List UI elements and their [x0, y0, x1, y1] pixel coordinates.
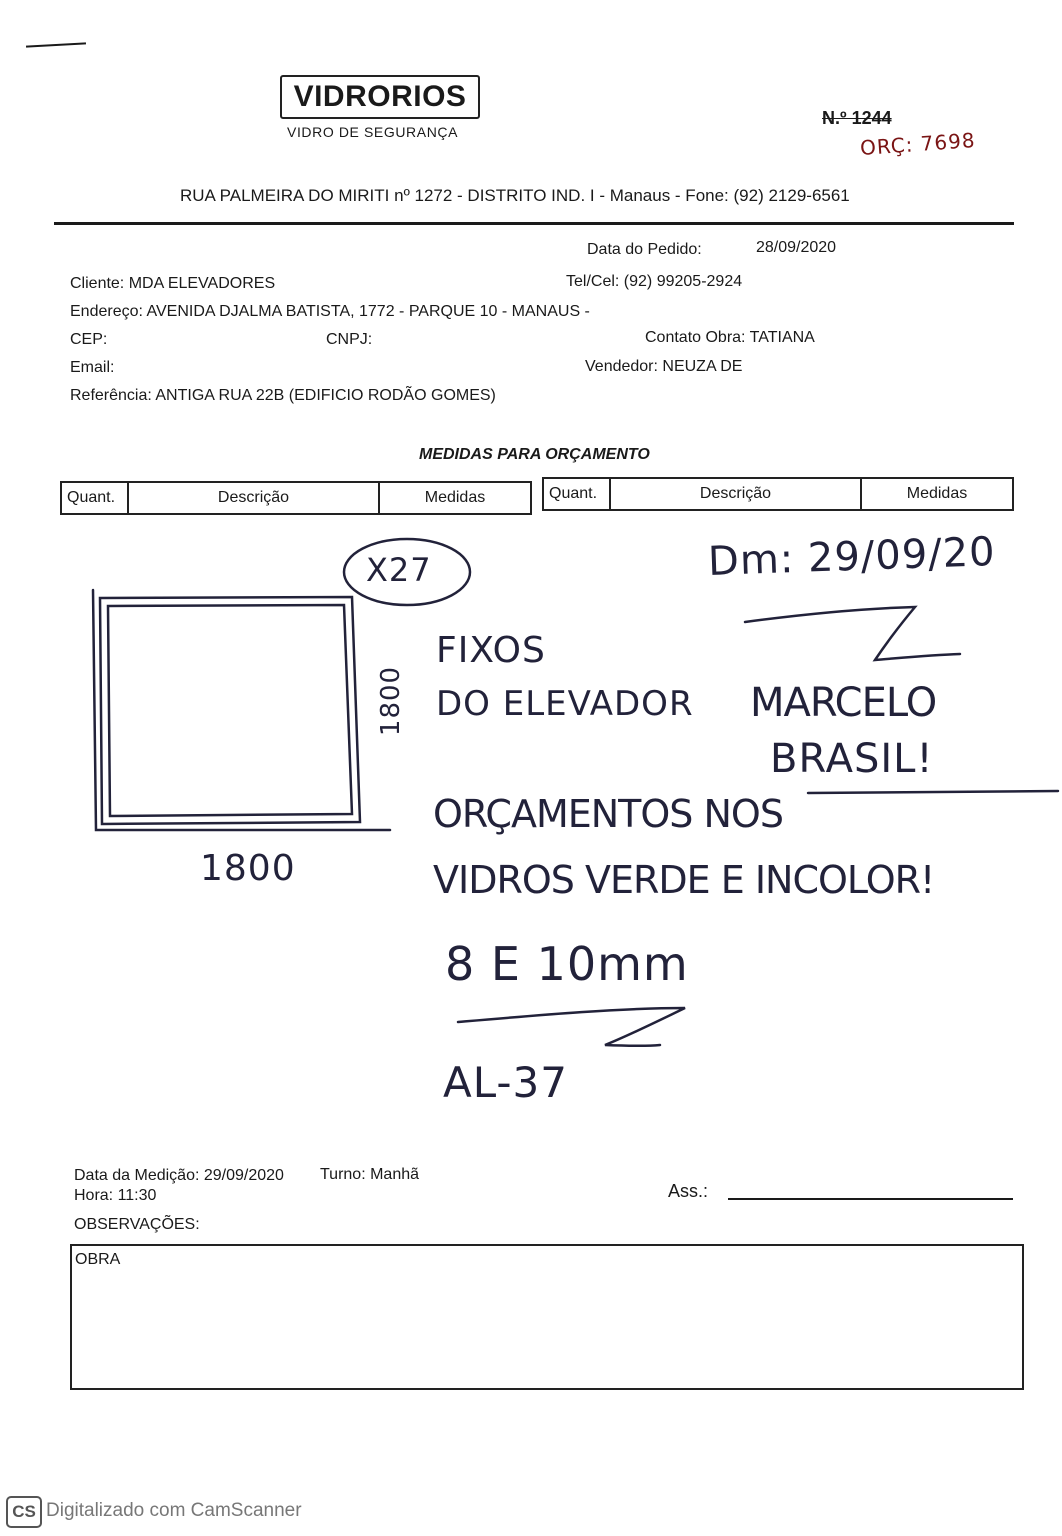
hw-height: 1800	[376, 665, 407, 737]
measurement-shift: Turno: Manhã	[320, 1166, 420, 1183]
notes-label: OBSERVAÇÕES:	[74, 1216, 200, 1233]
camscanner-text: Digitalizado com CamScanner	[46, 1500, 302, 1521]
col-quant: Quant.	[61, 482, 128, 514]
camscanner-badge: CS	[6, 1496, 42, 1528]
measures-title: MEDIDAS PARA ORÇAMENTO	[419, 446, 650, 463]
order-date-label: Data do Pedido:	[587, 241, 702, 258]
notes-value: OBRA	[75, 1251, 121, 1268]
client-address: Endereço: AVENIDA DJALMA BATISTA, 1772 - PARQUE 10 - MANAUS -	[70, 303, 590, 320]
company-tagline: VIDRO DE SEGURANÇA	[287, 124, 459, 140]
col-description: Descrição	[610, 478, 861, 510]
hw-date: Dm: 29/09/20	[707, 528, 997, 586]
size-underline	[458, 1008, 685, 1046]
order-date-value: 28/09/2020	[756, 239, 837, 256]
measurement-date: Data da Medição: 29/09/2020	[74, 1167, 284, 1184]
notes-box	[70, 1244, 1024, 1390]
date-underline	[745, 607, 960, 660]
glass-panel-mid	[100, 597, 360, 824]
col-description: Descrição	[128, 482, 379, 514]
measurement-time: Hora: 11:30	[74, 1187, 157, 1204]
seller-field: Vendedor: NEUZA DE	[585, 358, 743, 375]
signature-label: Ass.:	[668, 1181, 709, 1201]
hw-line-fixos: FIXOS	[436, 630, 546, 671]
cnpj-field: CNPJ:	[326, 331, 373, 348]
col-measures: Medidas	[861, 478, 1013, 510]
hw-width: 1800	[200, 848, 296, 889]
hw-line-al37: AL-37	[443, 1058, 568, 1107]
client-phone: Tel/Cel: (92) 99205-2924	[566, 273, 743, 290]
company-logo: VIDRORIOS	[280, 75, 480, 119]
hw-name-marcelo: MARCELO	[750, 680, 937, 726]
site-contact: Contato Obra: TATIANA	[645, 329, 815, 346]
reference-field: Referência: ANTIGA RUA 22B (EDIFICIO RODÃO GOMES)	[70, 387, 496, 404]
company-address: RUA PALMEIRA DO MIRITI nº 1272 - DISTRITO IND. I - Manaus - Fone: (92) 2129-6561	[180, 186, 850, 205]
orc-number: ORÇ: 7698	[859, 127, 977, 161]
cep-field: CEP:	[70, 331, 108, 348]
document-number: N.º 1244	[822, 108, 892, 128]
hw-name-brasil: BRASIL!	[770, 736, 934, 782]
client-name: Cliente: MDA ELEVADORES	[70, 275, 276, 292]
hw-line-orcamentos: ORÇAMENTOS NOS	[433, 792, 783, 836]
glass-panel-inner	[108, 605, 352, 816]
hw-quantity: X27	[366, 551, 432, 589]
col-quant: Quant.	[543, 478, 610, 510]
name-underline	[808, 791, 1058, 793]
hw-line-vidros: VIDROS VERDE E INCOLOR!	[433, 858, 935, 902]
hw-line-thickness: 8 E 10mm	[445, 937, 689, 991]
col-measures: Medidas	[379, 482, 531, 514]
hw-line-elevador: DO ELEVADOR	[436, 684, 694, 724]
email-field: Email:	[70, 359, 115, 376]
signature-line	[728, 1198, 1013, 1200]
